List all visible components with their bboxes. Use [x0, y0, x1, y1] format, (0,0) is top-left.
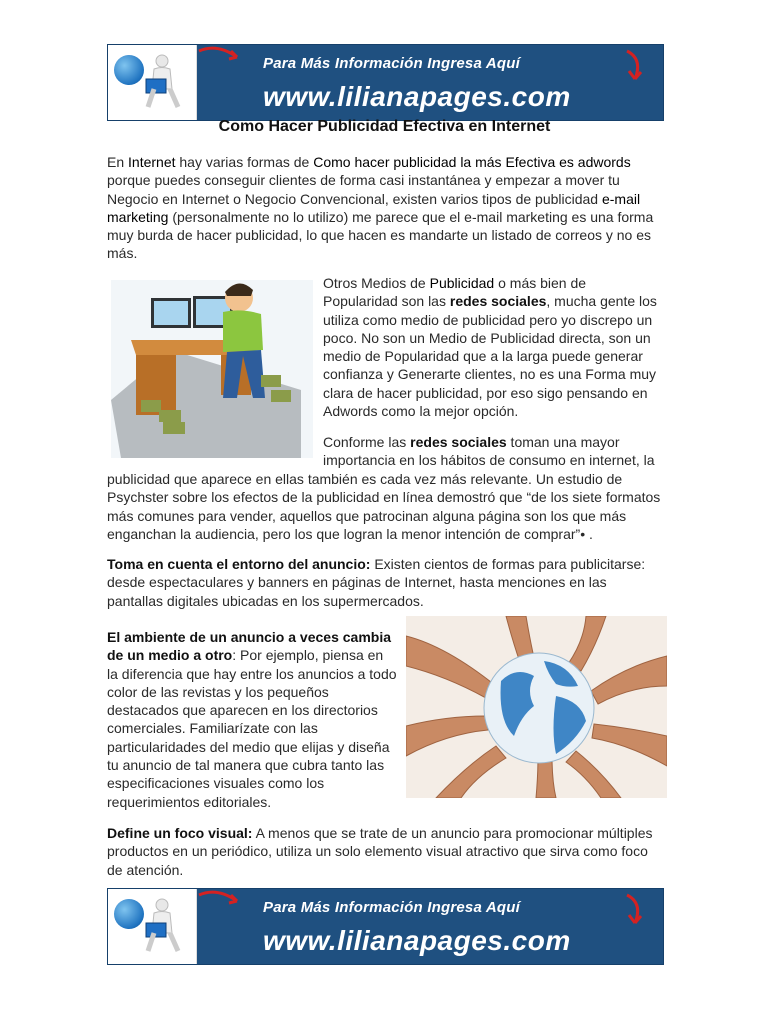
text: : Por ejemplo, piensa en la diferencia que hay entre los anuncios a todo color de las revistas y los pequeños destacados que aparecen en los directorios comerciales. Familiarízate con las particularidades del medio que elijas y diseña tu anuncio de tal manera que cubra tanto las especificaciones visuales como los requerimientos editoriales. [107, 647, 397, 810]
text: , mucha gente los utiliza como medio de publicidad pero yo discrepo un poco. No son un Medio de Publicidad directa, son un medio de Popularidad que a la larga puede generar confianza y Generarte clientes, no es una Forma muy clara de hacer publicidad, por eso sigo pensando en Adwords como la mejor opción. [323, 293, 657, 420]
top-banner[interactable] [107, 44, 664, 121]
paragraph-entorno [107, 555, 662, 610]
link-email-marketing[interactable]: e-mail marketing [107, 190, 641, 225]
globe-hands-image [406, 616, 667, 798]
link-publicidad[interactable]: Publicidad [429, 275, 495, 291]
text: Existen cientos de formas para publicitarse: desde espectaculares y banners en páginas de Internet, hasta menciones en las pantallas digitales ubicadas en los supermercados. [107, 556, 646, 609]
text: Conforme las [323, 434, 411, 450]
paragraph-foco-visual [107, 824, 662, 879]
text: A menos que se trate de un anuncio para promocionar múltiples productos en un periódico, utiliza un solo elemento visual atractivo que sirva como foco de atención. [107, 825, 653, 878]
bold-text: Define un foco visual: [107, 825, 253, 841]
text: porque puedes conseguir clientes de forma casi instantánea y empezar a mover tu Negocio en Internet o Negocio Convencional, existen varios tipos de publicidad [107, 172, 620, 207]
banner-url[interactable]: www.lilianapages.com [263, 925, 571, 956]
paragraph-redes-sociales [323, 274, 661, 420]
text: En [107, 154, 129, 170]
desk-illustration [111, 280, 313, 458]
globe-icon [114, 899, 144, 929]
bold-text: redes sociales [449, 293, 547, 310]
bold-text: redes sociales [410, 434, 507, 450]
bold-text: El ambiente de un anuncio a veces cambia de un medio a otro [107, 629, 391, 664]
text: (personalmente no lo utilizo) me parece que el e-mail marketing es una forma muy burda de hacer publicidad, lo que hacen es mandarte un listado de correos y no es más. [107, 208, 654, 262]
banner-tagline: Para Más Información Ingresa Aquí [263, 55, 520, 72]
person-laptop-icon [142, 897, 186, 953]
banner-logo [108, 889, 197, 964]
paragraph-conforme-continued [107, 470, 662, 543]
globe-icon [114, 55, 144, 85]
link-publicidad[interactable]: Como hacer publicidad la más Efectiva es adwords [313, 154, 631, 170]
paragraph-intro [107, 153, 662, 263]
person-laptop-icon [142, 53, 186, 109]
text: Otros Medios de [323, 275, 430, 291]
text: hay varias formas de [175, 154, 314, 170]
paragraph-conforme [323, 433, 661, 470]
link-internet[interactable]: Internet [128, 154, 176, 170]
page-title: Como Hacer Publicidad Efectiva en Internet [218, 118, 551, 135]
text: o más bien de Popularidad son las [323, 275, 587, 310]
text: publicidad que aparece en ellas también es cada vez más relevante. Un estudio de Psychster sobre los efectos de la publicidad en línea demostró que “de los siete formatos más comunes para vender, aquellos que patrocinan alguna página son los que más enganchan la audiencia, pero los que logran la menor intención de comprar”• . [107, 471, 661, 542]
paragraph-ambiente [107, 628, 397, 811]
banner-url[interactable]: www.lilianapages.com [263, 81, 571, 112]
text: toman una mayor importancia en los hábitos de consumo en internet, la [323, 434, 655, 469]
bottom-banner[interactable] [107, 888, 664, 965]
bold-text: Toma en cuenta el entorno del anuncio: [107, 556, 371, 572]
banner-tagline: Para Más Información Ingresa Aquí [263, 899, 520, 916]
banner-logo [108, 45, 197, 120]
